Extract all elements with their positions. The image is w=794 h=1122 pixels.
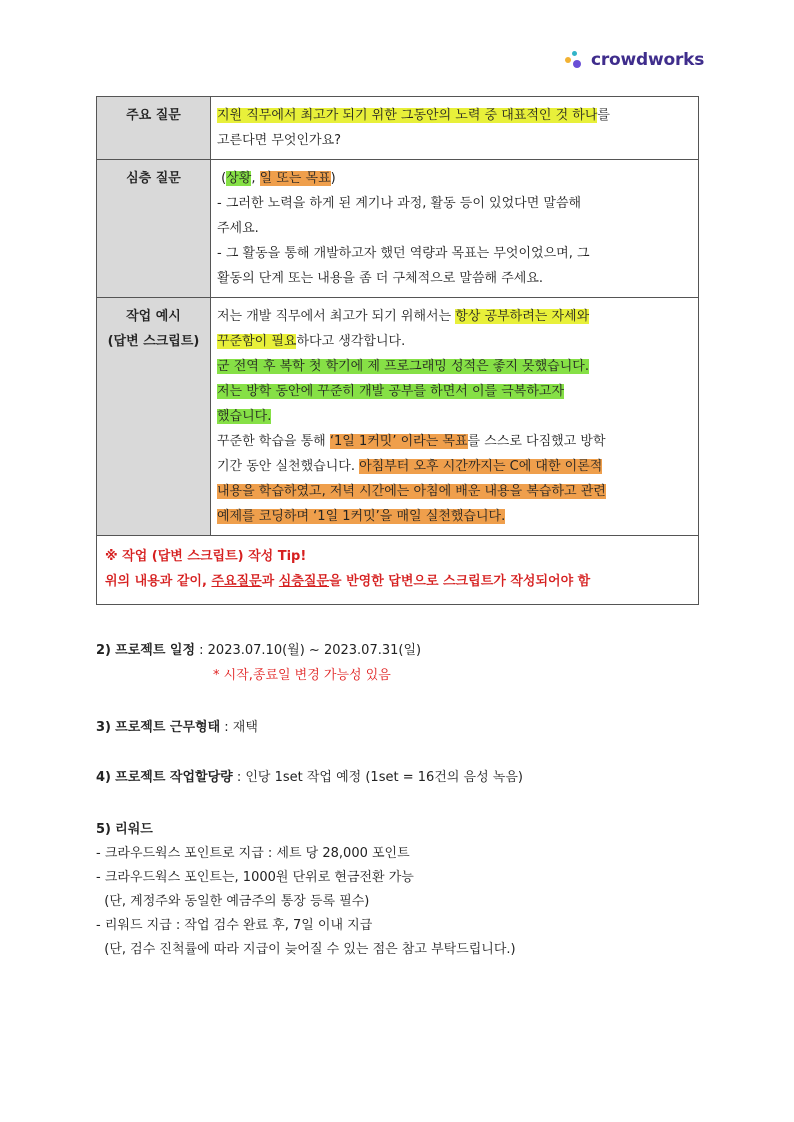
s2-title: 프로젝트 일정 <box>115 643 196 658</box>
deep-line-2: - 그러한 노력을 하게 된 계기나 과정, 활동 등이 있었다면 말씀해 <box>217 196 582 211</box>
question-table <box>96 96 699 605</box>
row-deep-question <box>97 160 699 298</box>
label-example <box>97 298 211 536</box>
main-question-end: 를 <box>597 108 610 123</box>
ex-l9: 예제를 코딩하며 ‘1일 1커밋’을 매일 실천했습니다. <box>217 509 506 524</box>
tag-situation: 상황 <box>226 171 252 186</box>
main-question-highlight: 지원 직무에서 최고가 되기 위한 그동안의 노력 중 대표적인 것 하나 <box>217 108 598 123</box>
ex-l2a: 꾸준함이 필요 <box>217 334 297 349</box>
ex-l2b: 하다고 생각합니다. <box>296 334 406 349</box>
s4-value: : 인당 1set 작업 예정 (1set = 16건의 음성 녹음) <box>232 770 523 785</box>
tip-box <box>97 536 699 605</box>
tag-task-goal: 일 또는 목표 <box>259 171 331 186</box>
content-deep-question <box>211 160 699 298</box>
tip-deep-question: 심층질문 <box>278 574 329 589</box>
s3-title: 프로젝트 근무형태 <box>115 720 221 735</box>
logo-text: crowdworks <box>591 50 705 70</box>
ex-l6c: 를 스스로 다짐했고 방학 <box>467 434 606 449</box>
paren-open: ( <box>221 171 227 186</box>
tip-e: 을 반영한 답변으로 스크립트가 작성되어야 함 <box>329 574 591 589</box>
deep-line-3: 주세요. <box>217 221 259 236</box>
ex-l7a: 기간 동안 실천했습니다. <box>217 459 360 474</box>
section-schedule <box>96 639 421 663</box>
tip-a: 위의 내용과 같이, <box>105 574 212 589</box>
tip-c: 과 <box>261 574 279 589</box>
reward-line: (단, 계정주와 동일한 예금주의 통장 등록 필수) <box>96 894 370 909</box>
ex-l3: 군 전역 후 복학 첫 학기에 제 프로그래밍 성적은 좋지 못했습니다. <box>217 359 589 374</box>
label-example-1: 작업 예시 <box>126 309 181 324</box>
s5-num: 5) <box>96 822 111 837</box>
row-example <box>97 298 699 536</box>
s2-value: : 2023.07.10(월) ~ 2023.07.31(일) <box>195 643 422 658</box>
s4-num: 4) <box>96 770 111 785</box>
deep-line-4: - 그 활동을 통해 개발하고자 했던 역량과 목표는 무엇이었으며, 그 <box>217 246 590 261</box>
s2-num: 2) <box>96 643 111 658</box>
section-work-type <box>96 716 258 740</box>
content-example <box>211 298 699 536</box>
section-reward <box>96 818 516 962</box>
tag-separator: , <box>251 171 260 186</box>
ex-l6b: ‘1일 1커밋’ 이라는 목표 <box>329 434 468 449</box>
main-question-line2: 고른다면 무엇인가요? <box>217 133 342 148</box>
ex-l6a: 꾸준한 학습을 통해 <box>217 434 330 449</box>
logo-dots-icon <box>565 50 585 70</box>
ex-l8: 내용을 학습하였고, 저녁 시간에는 아침에 배운 내용을 복습하고 관련 <box>217 484 606 499</box>
ex-l1b: 항상 공부하려는 자세와 <box>455 309 590 324</box>
tip-main-question: 주요질문 <box>211 574 262 589</box>
s4-title: 프로젝트 작업할당량 <box>115 770 233 785</box>
ex-l4: 저는 방학 동안에 꾸준히 개발 공부를 하면서 이를 극복하고자 <box>217 384 565 399</box>
section-quota <box>96 766 523 790</box>
s3-num: 3) <box>96 720 111 735</box>
tip-title: ※ 작업 (답변 스크립트) 작성 Tip! <box>105 549 307 564</box>
reward-line: - 크라우드웍스 포인트로 지급 : 세트 당 28,000 포인트 <box>96 846 410 861</box>
reward-line: - 리워드 지급 : 작업 검수 완료 후, 7일 이내 지급 <box>96 918 373 933</box>
label-deep-question: 심층 질문 <box>97 160 211 298</box>
content-main-question <box>211 97 699 160</box>
paren-close: ) <box>330 171 336 186</box>
label-example-2: (답변 스크립트) <box>107 334 200 349</box>
s5-title: 리워드 <box>115 822 153 837</box>
s3-value: : 재택 <box>220 720 258 735</box>
ex-l7b: 아침부터 오후 시간까지는 C에 대한 이론적 <box>359 459 603 474</box>
row-tip <box>97 536 699 605</box>
ex-l1a: 저는 개발 직무에서 최고가 되기 위해서는 <box>217 309 456 324</box>
deep-line-5: 활동의 단계 또는 내용을 좀 더 구체적으로 말씀해 주세요. <box>217 271 544 286</box>
reward-line: (단, 검수 진척률에 따라 지급이 늦어질 수 있는 점은 참고 부탁드립니다.) <box>96 942 516 957</box>
crowdworks-logo <box>565 50 704 70</box>
reward-line: - 크라우드웍스 포인트는, 1000원 단위로 현금전환 가능 <box>96 870 414 885</box>
ex-l5: 했습니다. <box>217 409 272 424</box>
row-main-question <box>97 97 699 160</box>
label-main-question: 주요 질문 <box>97 97 211 160</box>
schedule-note: * 시작,종료일 변경 가능성 있음 <box>213 668 391 683</box>
